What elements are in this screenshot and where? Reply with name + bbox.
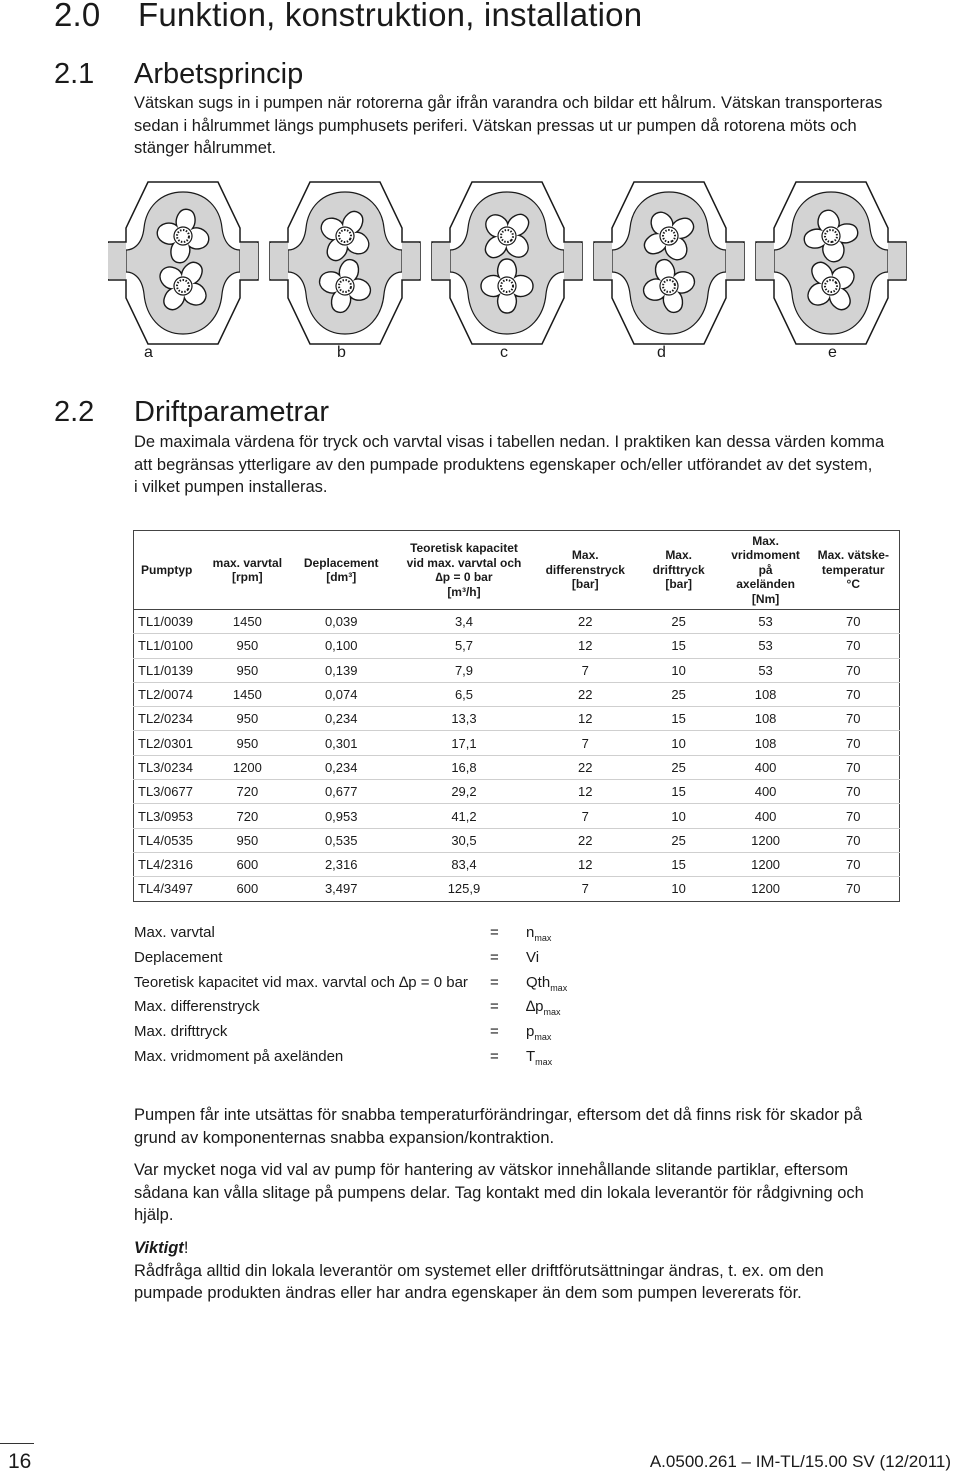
- table-cell: 7: [537, 731, 634, 755]
- table-header-cell: [391, 531, 537, 610]
- legend-term: Max. vridmoment på axeländen: [134, 1047, 344, 1065]
- table-cell: 2,316: [291, 852, 391, 876]
- legend-equals: =: [490, 998, 499, 1016]
- table-cell: 25: [634, 828, 724, 852]
- header-line: temperatur: [821, 562, 885, 577]
- subsection-title: Arbetsprincip: [134, 58, 304, 90]
- table-cell: 12: [537, 707, 634, 731]
- note-line: pumpade produkten ändras eller har andra egenskaper än dem som pumpen levererats för.: [134, 1284, 802, 1302]
- important-mark: !: [183, 1239, 189, 1257]
- header-line: [dm³]: [326, 570, 357, 584]
- table-cell: 70: [808, 852, 900, 876]
- table-cell: 13,3: [391, 707, 537, 731]
- table-header-cell: [203, 531, 291, 610]
- legend-term: Max. varvtal: [134, 924, 215, 941]
- page-number: 16: [8, 1450, 32, 1473]
- paragraph-line: sedan i hålrummet längs pumphusets periferi. Vätskan pressas ut ur pumpen då rotorena möts och: [134, 116, 857, 135]
- table-cell: TL1/0100: [134, 634, 204, 658]
- legend-symbol-subscript: max: [550, 982, 568, 993]
- header-line: Deplacement: [303, 555, 379, 570]
- legend-symbol: [526, 974, 567, 993]
- subsection-number: 2.1: [54, 58, 95, 90]
- table-cell: 12: [537, 634, 634, 658]
- table-row: [134, 877, 900, 901]
- table-cell: 125,9: [391, 877, 537, 901]
- table-cell: 400: [724, 780, 808, 804]
- section-heading: [54, 0, 642, 34]
- table-cell: 70: [808, 634, 900, 658]
- table-cell: 70: [808, 877, 900, 901]
- subsection-heading-arbetsprincip: [54, 58, 303, 91]
- legend-term: Max. drifttryck: [134, 1023, 228, 1041]
- table-cell: 5,7: [391, 634, 537, 658]
- table-cell: 400: [724, 755, 808, 779]
- table-cell: TL3/0234: [134, 755, 204, 779]
- header-line: på: [758, 562, 773, 577]
- document-reference: A.0500.261 – IM-TL/15.00 SV (12/2011): [649, 1452, 951, 1471]
- table-cell: 22: [537, 828, 634, 852]
- note-line: Var mycket noga vid val av pump för hantering av vätskor innehållande slitande partiklar, eftersom: [134, 1161, 849, 1179]
- legend-symbol: [526, 998, 561, 1017]
- table-cell: 1200: [203, 755, 291, 779]
- table-cell: TL1/0039: [134, 610, 204, 634]
- table-cell: 16,8: [391, 755, 537, 779]
- legend-symbol-main: p: [526, 1023, 535, 1041]
- table-cell: 108: [724, 707, 808, 731]
- pump-label-e: e: [828, 344, 837, 361]
- table-cell: 70: [808, 610, 900, 634]
- note-abrasive: [134, 1159, 924, 1227]
- table-cell: 53: [724, 658, 808, 682]
- table-row: [134, 755, 900, 779]
- table-cell: 12: [537, 852, 634, 876]
- pump-stage-c-icon: [432, 182, 582, 344]
- table-cell: 70: [808, 780, 900, 804]
- header-line: [rpm]: [232, 570, 263, 584]
- table-row: [134, 828, 900, 852]
- subsection-number: 2.2: [54, 396, 95, 428]
- table-cell: 70: [808, 707, 900, 731]
- legend-equals: =: [490, 948, 499, 966]
- table-cell: 600: [203, 852, 291, 876]
- note-line: hjälp.: [134, 1206, 174, 1224]
- table-cell: 53: [724, 634, 808, 658]
- paragraph-line: De maximala värdena för tryck och varvtal visas i tabellen nedan. I praktiken kan dessa värden komma: [134, 433, 885, 451]
- header-line: [Nm]: [751, 591, 780, 606]
- table-cell: 41,2: [391, 804, 537, 828]
- subsection-title: Driftparametrar: [134, 396, 329, 428]
- table-cell: 25: [634, 682, 724, 706]
- legend-equals: =: [490, 1047, 499, 1065]
- legend-equals: =: [490, 924, 499, 941]
- legend-symbol-main: ∆p: [526, 998, 544, 1016]
- legend-symbol: [526, 949, 539, 966]
- table-cell: 3,497: [291, 877, 391, 901]
- table-cell: 70: [808, 828, 900, 852]
- table-row: [134, 780, 900, 804]
- table-cell: 950: [203, 731, 291, 755]
- section-title: Funktion, konstruktion, installation: [137, 0, 643, 33]
- table-cell: 0,074: [291, 682, 391, 706]
- table-cell: 10: [634, 658, 724, 682]
- table-cell: 0,100: [291, 634, 391, 658]
- header-line: axeländen: [736, 577, 795, 592]
- note-temperature: [134, 1104, 924, 1149]
- table-cell: 1200: [724, 852, 808, 876]
- pump-stage-d-icon: [594, 182, 744, 344]
- table-row: [134, 804, 900, 828]
- table-header-row: [134, 531, 900, 610]
- note-line: Pumpen får inte utsättas för snabba temperaturförändringar, eftersom det då finns risk för skador på: [134, 1106, 863, 1124]
- table-cell: TL2/0234: [134, 707, 204, 731]
- table-cell: TL4/0535: [134, 828, 204, 852]
- table-cell: TL3/0953: [134, 804, 204, 828]
- table-cell: 950: [203, 634, 291, 658]
- table-row: [134, 707, 900, 731]
- paragraph-line: stänger hålrummet.: [134, 139, 277, 157]
- pump-label-a: a: [144, 344, 153, 361]
- section-number: 2.0: [54, 0, 101, 33]
- pump-label-b: b: [337, 344, 346, 361]
- table-cell: TL1/0139: [134, 658, 204, 682]
- table-cell: 83,4: [391, 852, 537, 876]
- paragraph-line: att begränsas ytterligare av den pumpade produktens egenskaper och/eller utförandet av det system,: [134, 455, 873, 474]
- table-cell: 22: [537, 610, 634, 634]
- pump-stage-b-icon: [270, 182, 420, 344]
- table-cell: 950: [203, 828, 291, 852]
- legend-symbol-main: T: [526, 1047, 536, 1065]
- table-cell: 15: [634, 780, 724, 804]
- legend-term: Deplacement: [134, 948, 223, 966]
- paragraph-driftparametrar: [134, 431, 924, 499]
- table-cell: 108: [724, 682, 808, 706]
- header-line: °C: [846, 577, 860, 592]
- table-cell: 7: [537, 877, 634, 901]
- table-header-cell: [134, 531, 204, 610]
- table-cell: 29,2: [391, 780, 537, 804]
- table-cell: 10: [634, 804, 724, 828]
- legend-symbol: [526, 1048, 552, 1067]
- header-line: drifttryck: [652, 562, 705, 577]
- table-row: [134, 634, 900, 658]
- table-cell: 1450: [203, 682, 291, 706]
- table-cell: 17,1: [391, 731, 537, 755]
- footer-rule: [0, 1443, 34, 1444]
- paragraph-arbetsprincip: [134, 92, 924, 160]
- header-line: Max. vätske-: [817, 548, 889, 563]
- subsection-heading-driftparametrar: [54, 396, 329, 429]
- table-cell: 3,4: [391, 610, 537, 634]
- legend-symbol: [526, 924, 551, 943]
- table-cell: 0,535: [291, 828, 391, 852]
- important-label: Viktigt: [134, 1239, 184, 1257]
- legend-equals: =: [490, 1023, 499, 1041]
- table-cell: TL4/3497: [134, 877, 204, 901]
- table-cell: 1450: [203, 610, 291, 634]
- spec-table: [133, 530, 900, 902]
- table-cell: 25: [634, 755, 724, 779]
- table-cell: 720: [203, 804, 291, 828]
- table-cell: 7: [537, 804, 634, 828]
- table-cell: 0,234: [291, 707, 391, 731]
- legend-symbol: [526, 1023, 551, 1042]
- header-line: Max.: [571, 548, 599, 563]
- pump-label-d: d: [657, 344, 666, 361]
- header-line: [bar]: [571, 577, 599, 592]
- header-line: [m³/h]: [447, 584, 481, 599]
- table-cell: 400: [724, 804, 808, 828]
- pump-stage-a-icon: [108, 182, 258, 344]
- header-line: differenstryck: [545, 562, 625, 577]
- table-header-cell: [808, 531, 900, 610]
- table-cell: 70: [808, 682, 900, 706]
- table-body: [134, 610, 900, 902]
- table-row: [134, 658, 900, 682]
- table-cell: TL3/0677: [134, 780, 204, 804]
- legend-term: Teoretisk kapacitet vid max. varvtal och ∆p = 0 bar: [134, 973, 468, 991]
- header-line: vridmoment: [731, 548, 800, 563]
- table-cell: 6,5: [391, 682, 537, 706]
- note-line: Rådfråga alltid din lokala leverantör om systemet eller driftförutsättningar ändras, t. ex. om den: [134, 1261, 824, 1280]
- table-cell: 10: [634, 731, 724, 755]
- legend-equals: =: [490, 973, 499, 991]
- table-cell: 7,9: [391, 658, 537, 682]
- header-line: vid max. varvtal och: [406, 555, 522, 570]
- header-line: max. varvtal: [212, 555, 283, 570]
- table-cell: 10: [634, 877, 724, 901]
- table-cell: TL2/0074: [134, 682, 204, 706]
- table-header-cell: [291, 531, 391, 610]
- note-important: [134, 1237, 924, 1305]
- table-cell: 1200: [724, 877, 808, 901]
- table-cell: 15: [634, 634, 724, 658]
- table-cell: 70: [808, 658, 900, 682]
- legend-symbol-main: Vi: [526, 948, 540, 966]
- legend-term: Max. differenstryck: [134, 998, 260, 1016]
- legend-symbol-subscript: max: [534, 1032, 552, 1043]
- pump-stage-e-icon: [756, 182, 906, 344]
- table-cell: 0,677: [291, 780, 391, 804]
- table-cell: 25: [634, 610, 724, 634]
- header-line: Teoretisk kapacitet: [410, 541, 518, 555]
- table-cell: 22: [537, 755, 634, 779]
- table-cell: 720: [203, 780, 291, 804]
- paragraph-line: i vilket pumpen installeras.: [134, 478, 328, 496]
- table-row: [134, 682, 900, 706]
- pump-label-c: c: [500, 344, 508, 361]
- table-cell: 0,301: [291, 731, 391, 755]
- table-cell: 12: [537, 780, 634, 804]
- legend-symbol-subscript: max: [535, 1056, 553, 1067]
- table-cell: 950: [203, 707, 291, 731]
- note-line: grund av komponenternas snabba expansion/kontraktion.: [134, 1128, 555, 1147]
- table-cell: 15: [634, 707, 724, 731]
- table-cell: TL2/0301: [134, 731, 204, 755]
- table-cell: 53: [724, 610, 808, 634]
- header-line: Pumptyp: [141, 562, 193, 577]
- table-cell: 70: [808, 731, 900, 755]
- header-line: Max.: [665, 548, 692, 563]
- table-cell: 7: [537, 658, 634, 682]
- table-cell: 950: [203, 658, 291, 682]
- legend-symbol-subscript: max: [543, 1007, 561, 1018]
- table-header-cell: [537, 531, 634, 610]
- table-cell: 0,139: [291, 658, 391, 682]
- table-row: [134, 610, 900, 634]
- important-heading: [134, 1237, 924, 1260]
- table-cell: 0,039: [291, 610, 391, 634]
- legend-symbol-main: Qth: [526, 973, 551, 991]
- table-cell: 30,5: [391, 828, 537, 852]
- header-line: ∆p = 0 bar: [435, 570, 493, 584]
- table-cell: 70: [808, 804, 900, 828]
- legend-symbol-main: n: [526, 924, 535, 941]
- table-cell: 108: [724, 731, 808, 755]
- table-header-cell: [634, 531, 724, 610]
- table-cell: 15: [634, 852, 724, 876]
- table-header-cell: [724, 531, 808, 610]
- note-line: sådana kan vålla slitage på pumpens delar. Tag kontakt med din lokala leverantör för rådgivning och: [134, 1183, 864, 1202]
- table-cell: 70: [808, 755, 900, 779]
- header-line: Max.: [752, 533, 779, 548]
- table-cell: 600: [203, 877, 291, 901]
- paragraph-line: Vätskan sugs in i pumpen när rotorerna går ifrån varandra och bildar ett hålrum. Vätskan transporteras: [134, 94, 883, 112]
- legend-symbol-subscript: max: [534, 933, 552, 943]
- header-line: [bar]: [665, 577, 692, 592]
- table-cell: 22: [537, 682, 634, 706]
- pump-diagram: [108, 180, 908, 350]
- table-cell: 0,234: [291, 755, 391, 779]
- table-row: [134, 852, 900, 876]
- table-cell: 1200: [724, 828, 808, 852]
- table-cell: 0,953: [291, 804, 391, 828]
- table-row: [134, 731, 900, 755]
- table-cell: TL4/2316: [134, 852, 204, 876]
